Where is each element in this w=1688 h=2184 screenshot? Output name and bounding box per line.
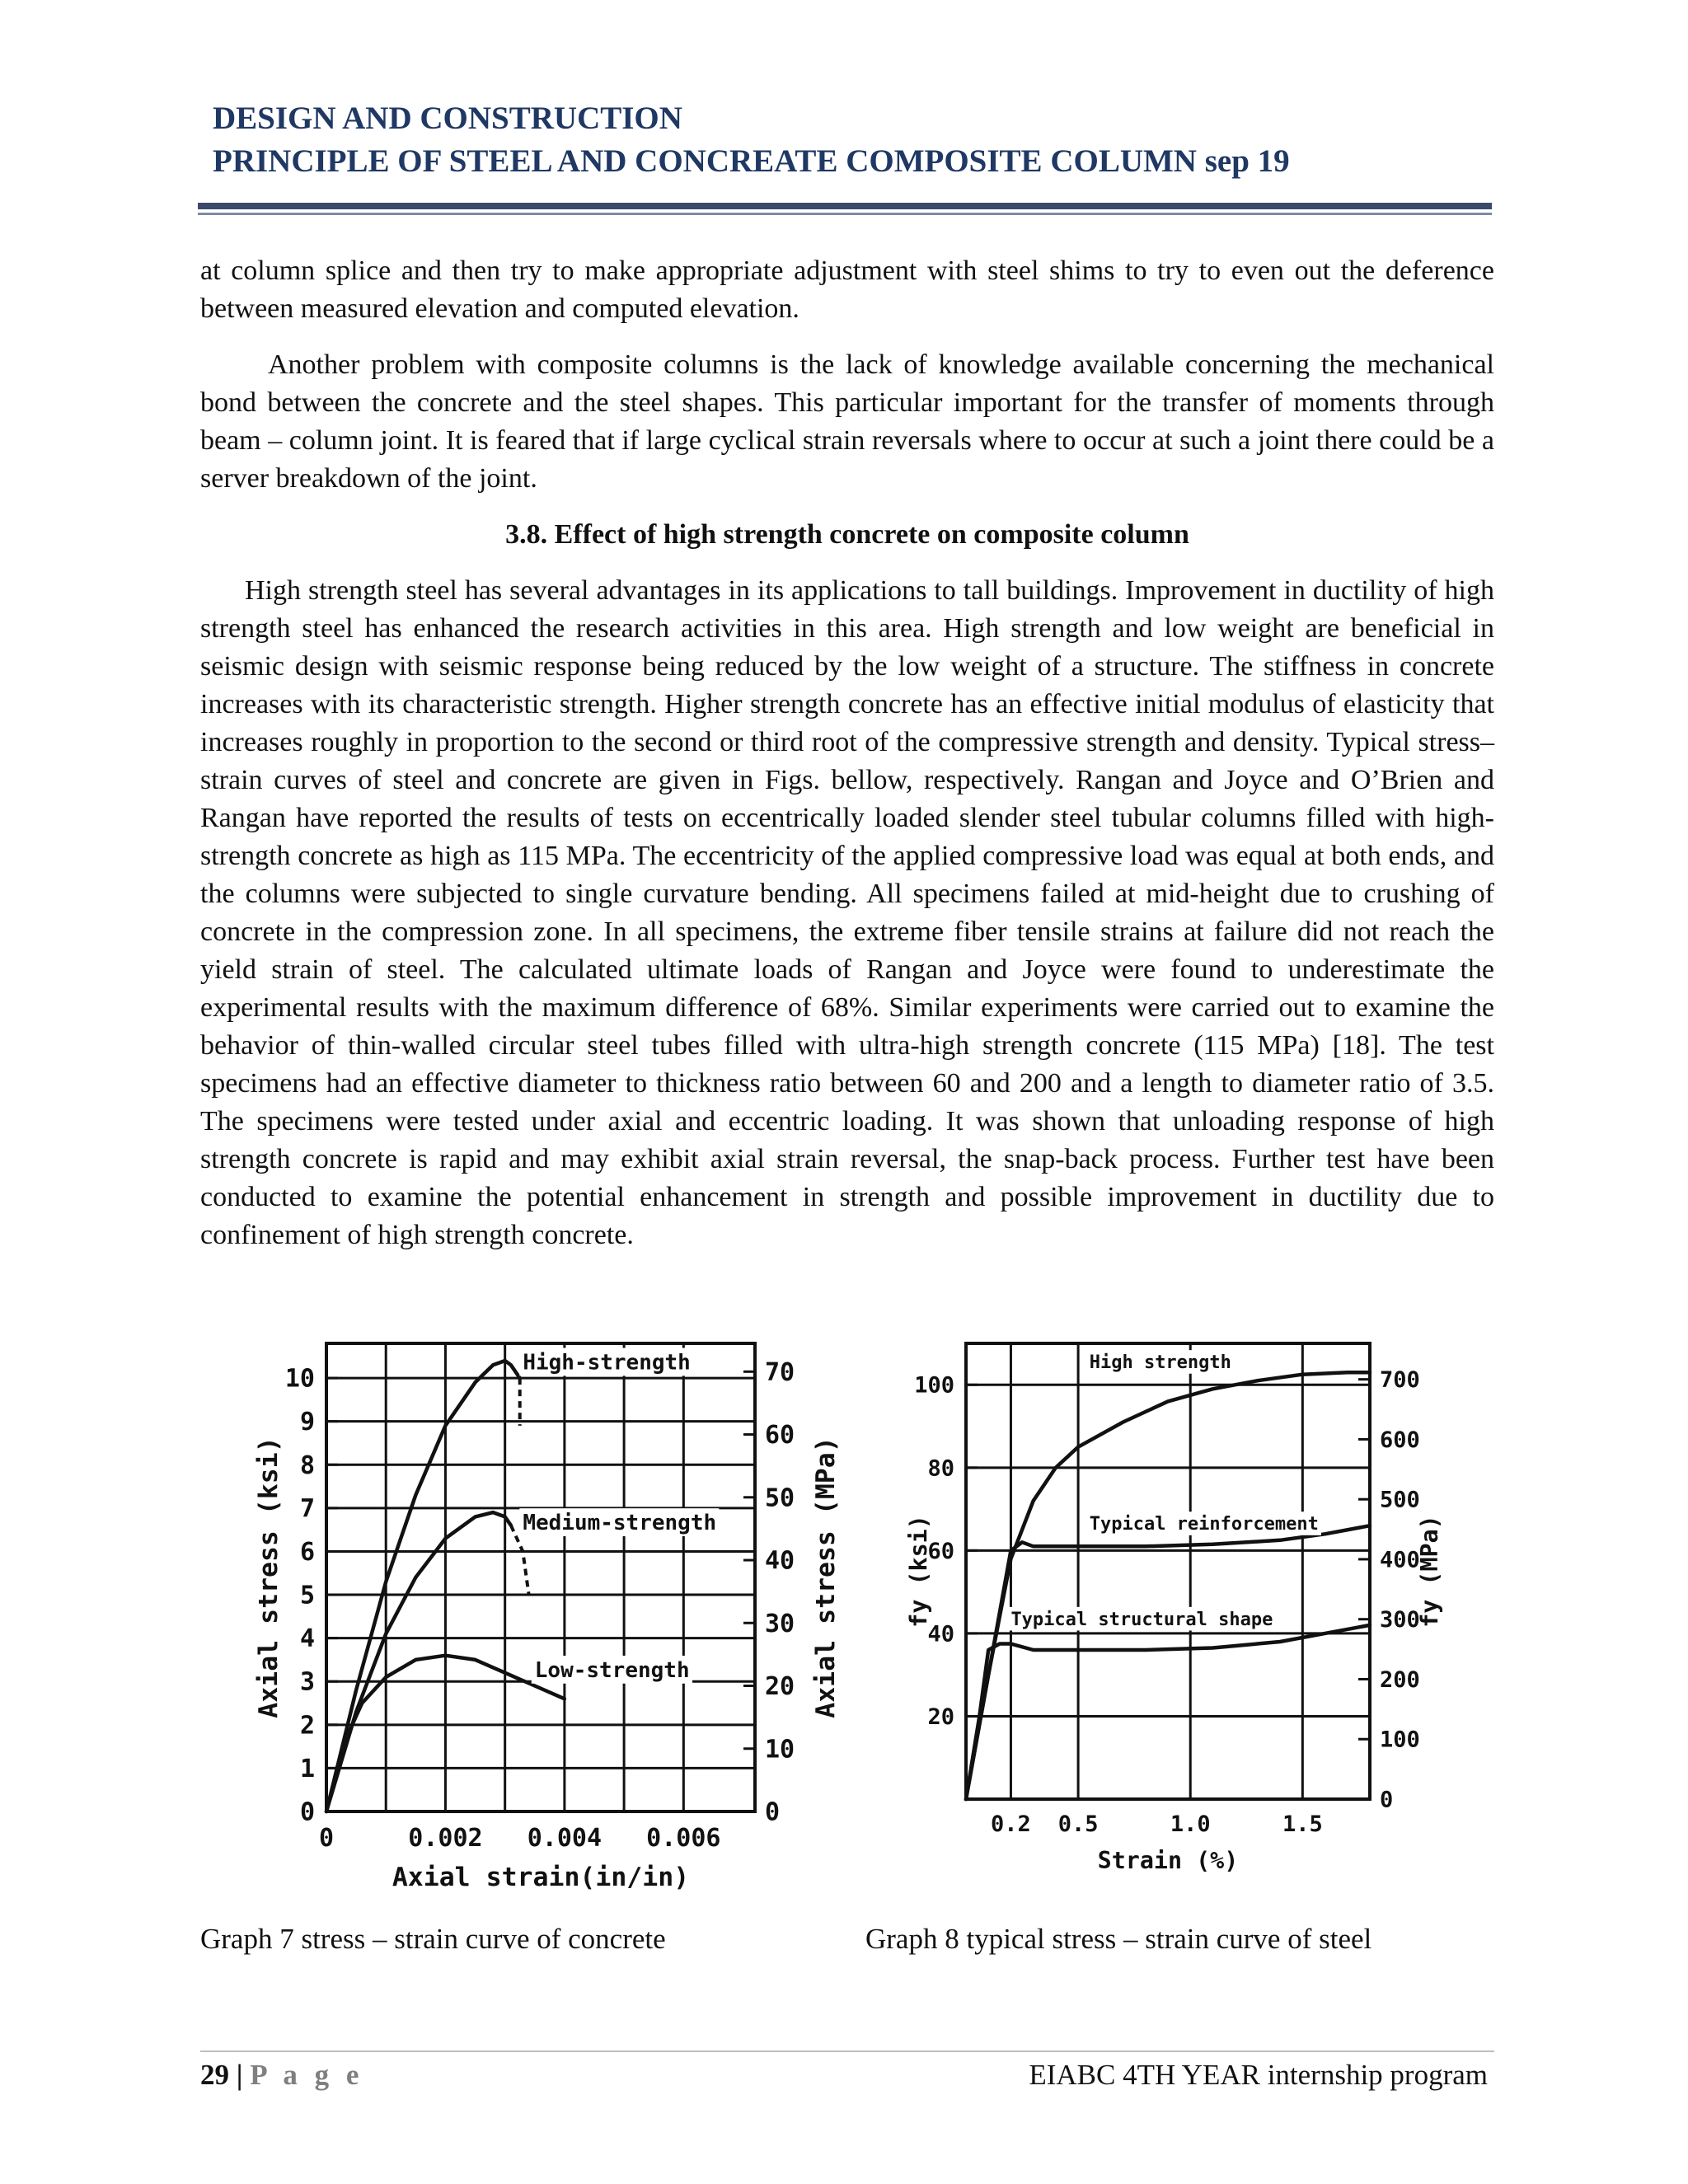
y2-tick-label: 10 — [765, 1735, 795, 1765]
y-tick-label: 6 — [299, 1537, 315, 1567]
y-tick-label: 100 — [914, 1372, 954, 1399]
section-heading: 3.8. Effect of high strength concrete on composite column — [505, 519, 1189, 550]
series-line-typical-reinforcement — [966, 1526, 1370, 1799]
x-tick-label: 0.006 — [646, 1824, 721, 1853]
x-tick-label: 0.004 — [527, 1824, 603, 1853]
x-tick-label: 0 — [318, 1824, 335, 1853]
y-tick-label: 7 — [299, 1494, 315, 1524]
y-tick-label: 40 — [927, 1621, 954, 1647]
graph8-caption: Graph 8 typical stress – strain curve of steel — [865, 1923, 1372, 1955]
series-line-high-strength — [966, 1372, 1370, 1799]
header-rule-thick — [198, 203, 1492, 209]
series-line-high-strength — [326, 1361, 520, 1811]
y-tick-label: 5 — [299, 1581, 315, 1610]
y2-tick-label: 500 — [1380, 1487, 1420, 1513]
y-tick-label: 9 — [299, 1408, 315, 1437]
series-line-typical-structural-shape — [966, 1625, 1370, 1799]
plot-frame — [966, 1343, 1370, 1799]
graph7-concrete-chart — [246, 1335, 847, 1896]
y2-tick-label: 300 — [1380, 1607, 1420, 1633]
header-rule-thin — [198, 213, 1492, 215]
x-axis-label: Axial strain(in/in) — [392, 1863, 690, 1892]
x-axis-label: Strain (%) — [1097, 1847, 1239, 1874]
y-tick-label: 2 — [299, 1711, 315, 1741]
y-tick-label: 8 — [299, 1451, 315, 1480]
body-text — [200, 252, 1494, 1254]
footer-page-number — [200, 2059, 363, 2092]
y-tick-label: 80 — [927, 1455, 954, 1482]
y2-tick-label: 600 — [1380, 1427, 1420, 1453]
x-tick-label: 0.2 — [991, 1811, 1031, 1837]
header-title-line2: PRINCIPLE OF STEEL AND CONCREATE COMPOSITE COLUMN sep 19 — [213, 143, 1290, 179]
x-tick-label: 1.5 — [1282, 1811, 1323, 1837]
header-title-line1: DESIGN AND CONSTRUCTION — [213, 101, 682, 136]
y2-tick-label: 400 — [1380, 1547, 1420, 1573]
page-separator: | — [236, 2059, 243, 2091]
series-annotation: Typical structural shape — [1010, 1609, 1273, 1630]
paragraph-2: Another problem with composite columns is the lack of knowledge available concerning the mechanical bond between the concrete and the steel shapes. This particular important for the transfer of moments through beam – column joint. It is feared that if large cyclical strain reversals where to occur at such a joint there could be a server breakdown of the joint. — [200, 349, 1494, 494]
series-annotation: Typical reinforcement — [1089, 1514, 1319, 1535]
series-annotation: Medium-strength — [523, 1511, 717, 1536]
paragraph-1: at column splice and then try to make appropriate adjustment with steel shims to try to even out the deference between measured elevation and computed elevation. — [200, 255, 1494, 324]
y-tick-label: 3 — [299, 1667, 315, 1697]
graph8-figure — [905, 1331, 1443, 1891]
page-number: 29 — [200, 2059, 229, 2091]
y2-tick-label: 30 — [765, 1609, 795, 1638]
footer-rule — [200, 2050, 1494, 2052]
y2-tick-label: 60 — [765, 1421, 795, 1451]
y2-axis-label: Axial stress (MPa) — [811, 1436, 841, 1718]
y-axis-label: fy (ksi) — [905, 1515, 932, 1628]
y-tick-label: 0 — [299, 1797, 315, 1827]
document-header — [213, 97, 1498, 183]
page-label: P a g e — [250, 2059, 364, 2091]
y2-tick-label: 20 — [765, 1672, 795, 1702]
graph7-figure — [246, 1335, 847, 1896]
y2-tick-label: 200 — [1380, 1666, 1420, 1693]
y-tick-label: 20 — [927, 1704, 954, 1730]
series-annotation: High-strength — [523, 1350, 691, 1376]
y2-axis-label: fy (MPa) — [1416, 1515, 1443, 1628]
y-tick-label: 1 — [299, 1754, 315, 1783]
y2-tick-label: 50 — [765, 1483, 795, 1513]
x-tick-label: 0.5 — [1057, 1811, 1099, 1837]
x-tick-label: 1.0 — [1170, 1811, 1211, 1837]
y2-tick-label: 70 — [765, 1357, 795, 1387]
series-annotation: Low-strength — [534, 1657, 690, 1683]
x-tick-label: 0.002 — [408, 1824, 483, 1853]
y2-tick-label: 0 — [765, 1797, 781, 1827]
y-tick-label: 10 — [284, 1364, 315, 1394]
series-annotation: High strength — [1089, 1352, 1231, 1374]
plot-frame — [326, 1343, 755, 1811]
y2-tick-label: 0 — [1380, 1787, 1394, 1813]
graph7-caption: Graph 7 stress – strain curve of concrete — [200, 1923, 666, 1955]
graph8-steel-chart — [905, 1331, 1443, 1891]
y2-tick-label: 700 — [1380, 1367, 1420, 1394]
y2-tick-label: 40 — [765, 1546, 795, 1576]
y-tick-label: 60 — [927, 1538, 954, 1564]
paragraph-3: High strength steel has several advantages in its applications to tall buildings. Improvement in ductility of high strength steel has enhanced the research activities in this area. High strength and low weight are beneficial in seismic design with seismic response being reduced by the low weight of a structure. The stiffness in concrete increases with its characteristic strength. Higher strength concrete has an effective initial modulus of elasticity that increases roughly in proportion to the second or third root of the compressive strength and density. Typical stress– strain curves of steel and concrete are given in Figs. bellow, respectively. Rangan and Joyce and O’Brien and Rangan have reported the results of tests on eccentrically loaded slender steel tubular columns filled with high-strength concrete as high as 115 MPa. The eccentricity of the applied compressive load was equal at both ends, and the columns were subjected to single curvature bending. All specimens failed at mid-height due to crushing of concrete in the compression zone. In all specimens, the extreme fiber tensile strains at failure did not reach the yield strain of steel. The calculated ultimate loads of Rangan and Joyce were found to underestimate the experimental results with the maximum difference of 68%. Similar experiments were carried out to examine the behavior of thin-walled circular steel tubes filled with ultra-high strength concrete (115 MPa) [18]. The test specimens had an effective diameter to thickness ratio between 60 and 200 and a length to diameter ratio of 3.5. The specimens were tested under axial and eccentric loading. It was shown that unloading response of high strength concrete is rapid and may exhibit axial strain reversal, the snap-back process. Further test have been conducted to examine the potential enhancement in strength and possible improvement in ductility due to confinement of high strength concrete. — [200, 575, 1494, 1250]
y2-tick-label: 100 — [1380, 1727, 1420, 1753]
footer-program: EIABC 4TH YEAR internship program — [1029, 2059, 1488, 2091]
y-tick-label: 4 — [299, 1624, 315, 1654]
y-axis-label: Axial stress (ksi) — [254, 1436, 284, 1718]
